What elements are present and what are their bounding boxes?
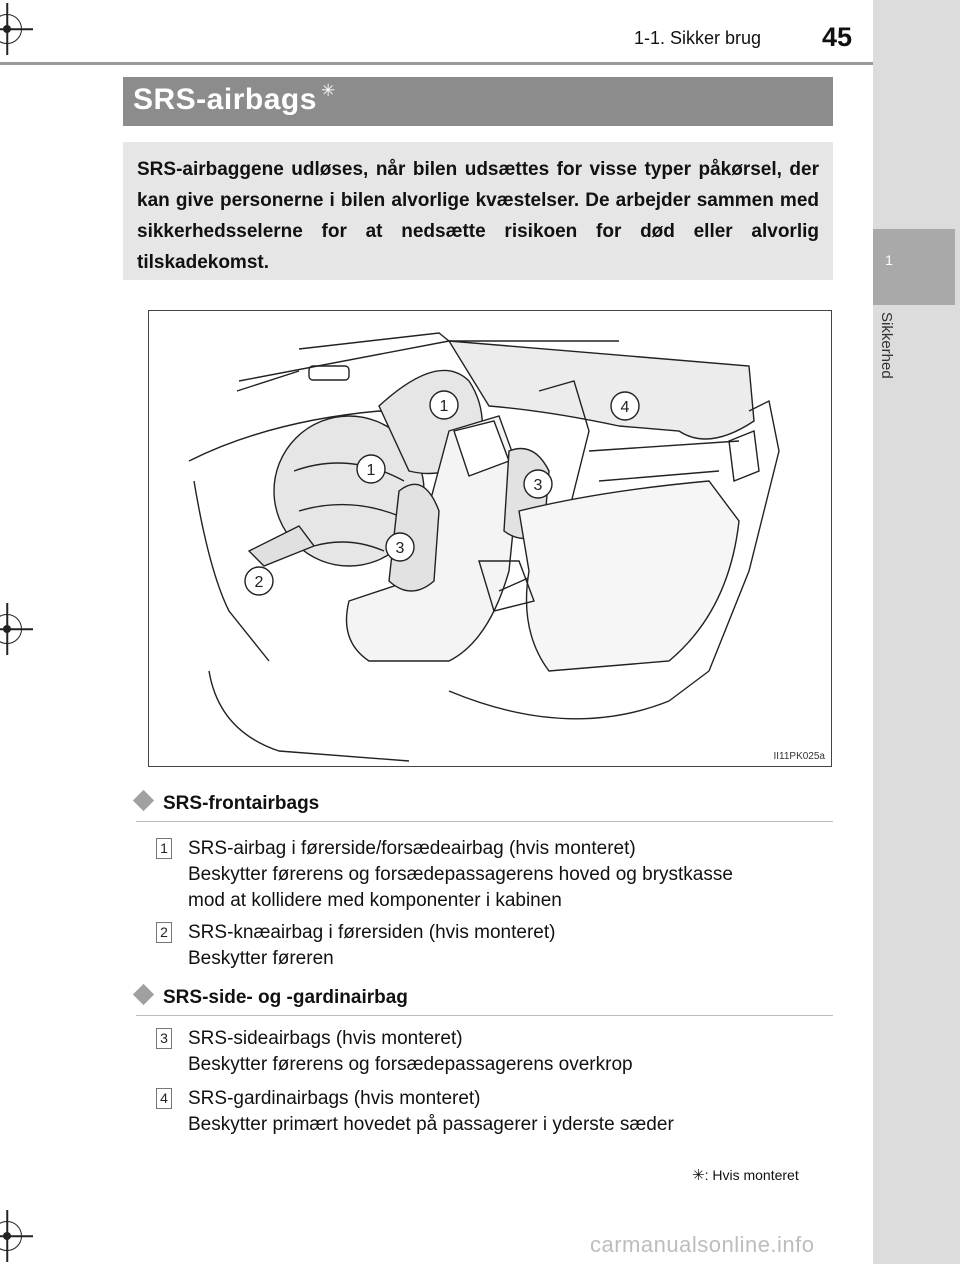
- item-line: Beskytter førerens og forsædepassagerens overkrop: [188, 1054, 633, 1075]
- svg-text:3: 3: [395, 540, 405, 557]
- diamond-bullet-icon: [133, 984, 154, 1005]
- asterisk-icon: ✳: [692, 1167, 705, 1184]
- footnote: ✳: Hvis monteret: [692, 1167, 799, 1184]
- figure-code: II11PK025a: [773, 751, 825, 762]
- subheading-frontairbags: SRS-frontairbags: [136, 793, 319, 815]
- item-number-box: 4: [156, 1088, 172, 1109]
- svg-text:1: 1: [439, 398, 449, 415]
- diamond-bullet-icon: [133, 790, 154, 811]
- airbag-illustration: [148, 310, 832, 767]
- callout-1-upper: [430, 391, 458, 419]
- callout-markers: [149, 311, 833, 768]
- item-line: SRS-knæairbag i førersiden (hvis monteret): [188, 922, 556, 943]
- header-section-title: 1-1. Sikker brug: [634, 28, 762, 48]
- svg-text:3: 3: [533, 477, 543, 494]
- subheading-side-curtain: SRS-side- og -gardinairbag: [136, 987, 408, 1009]
- section-title: SRS-airbags: [133, 83, 317, 116]
- watermark: carmanualsonline.info: [590, 1232, 815, 1257]
- side-tab-strip: [873, 0, 960, 1264]
- callout-3-passenger: [524, 470, 552, 498]
- side-tab-label: Sikkerhed: [878, 312, 895, 379]
- item-number-box: 1: [156, 838, 172, 859]
- section-title-bar: [123, 77, 833, 126]
- intro-box: [123, 142, 833, 280]
- svg-text:1: 1: [366, 462, 376, 479]
- item-line: mod at kollidere med komponenter i kabinen: [188, 890, 562, 911]
- subheading-rule: [136, 1015, 833, 1016]
- item-line: Beskytter føreren: [188, 948, 334, 969]
- item-line: SRS-airbag i førerside/forsædeairbag (hvis monteret): [188, 838, 636, 859]
- intro-text: SRS-airbaggene udløses, når bilen udsættes for visse typer påkørsel, der kan give personerne i bilen alvorlige kvæstelser. De arbejder sammen med sikkerhedsselerne for at nedsætte risikoen for død eller alvorlig tilskadekomst.: [137, 159, 819, 273]
- item-number-box: 3: [156, 1028, 172, 1049]
- page-number: 45: [822, 22, 853, 52]
- item-line: Beskytter førerens og forsædepassagerens hoved og brystkasse: [188, 864, 733, 885]
- item-line: Beskytter primært hovedet på passagerer i yderste sæder: [188, 1114, 674, 1135]
- side-tab-number: 1: [885, 252, 893, 268]
- asterisk-icon: ✳: [321, 81, 336, 100]
- registration-mark-bottom-left: [0, 1221, 22, 1251]
- callout-1-lower: [357, 455, 385, 483]
- callout-2: [245, 567, 273, 595]
- callout-3-driver: [386, 533, 414, 561]
- svg-text:2: 2: [254, 574, 264, 591]
- item-number-box: 2: [156, 922, 172, 943]
- registration-mark-top-left: [0, 14, 22, 44]
- item-line: SRS-gardinairbags (hvis monteret): [188, 1088, 481, 1109]
- callout-4: [611, 392, 639, 420]
- registration-mark-mid-left: [0, 614, 22, 644]
- subheading-rule: [136, 821, 833, 822]
- item-line: SRS-sideairbags (hvis monteret): [188, 1028, 463, 1049]
- header-rule: [0, 62, 873, 65]
- svg-text:4: 4: [620, 399, 630, 416]
